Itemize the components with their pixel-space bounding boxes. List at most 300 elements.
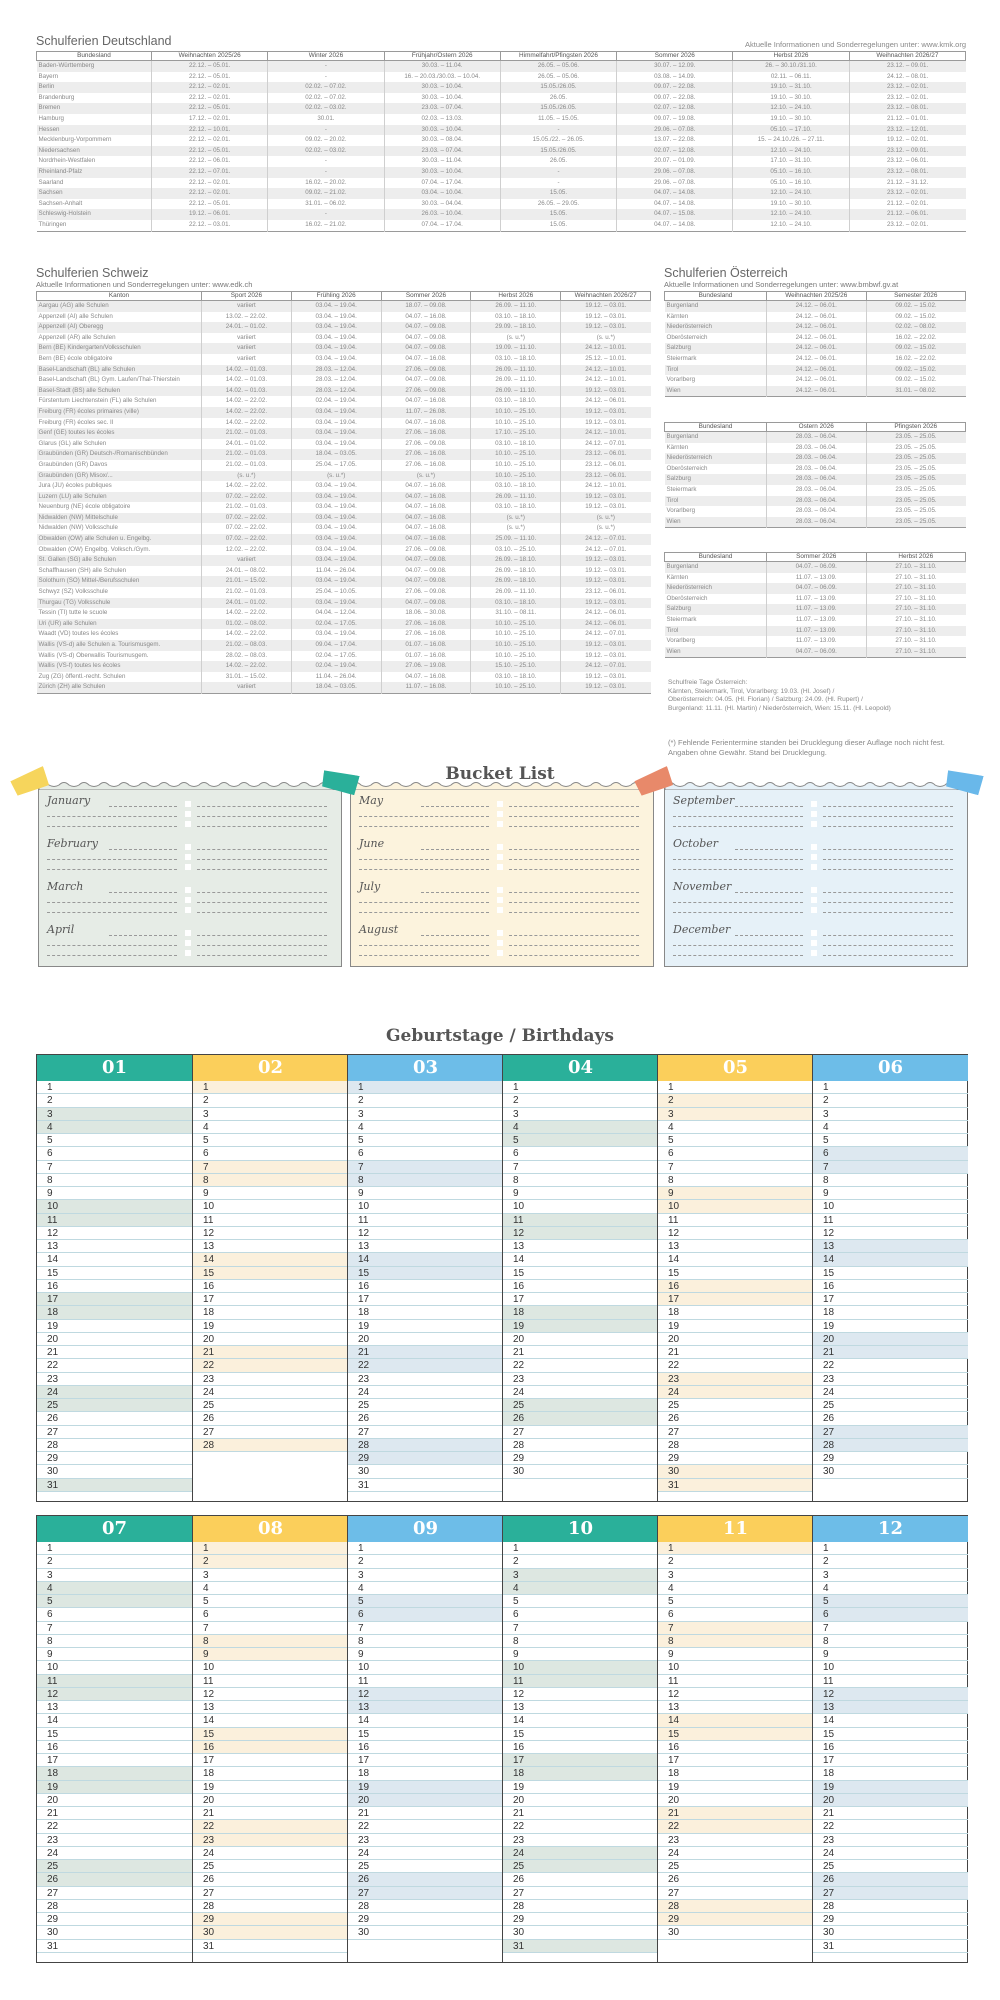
table-row — [37, 439, 651, 450]
day-row: 4 — [813, 1121, 968, 1134]
date-cell: 15.05./22. – 26.05. — [500, 135, 616, 146]
day-row: 18 — [348, 1306, 503, 1319]
day-row: 20 — [37, 1333, 192, 1346]
day-row: 28 — [503, 1900, 658, 1913]
date-cell: 23.12. – 02.01. — [849, 82, 965, 93]
day-row: 4 — [658, 1121, 813, 1134]
date-cell: 19.09. – 11.10. — [471, 343, 561, 354]
date-cell: 03.04. – 19.04. — [291, 343, 381, 354]
date-cell: 30.03. – 04.04. — [384, 199, 500, 210]
date-cell: 04.07. – 06.09. — [767, 647, 867, 658]
day-row: 13 — [348, 1701, 503, 1714]
day-row: 12 — [193, 1688, 348, 1701]
switzerland-table-wrap — [36, 291, 651, 694]
bucket-line — [359, 816, 489, 817]
region-cell: Wien — [665, 386, 767, 397]
date-cell: 22.12. – 05.01. — [152, 146, 268, 157]
date-cell: 29.06. – 07.08. — [617, 178, 733, 189]
date-cell: 16.02. – 22.02. — [866, 333, 966, 344]
date-cell: 19.12. – 03.01. — [561, 682, 651, 693]
date-cell: 05.10. – 16.10. — [733, 178, 849, 189]
date-cell: 12.10. – 24.10. — [733, 146, 849, 157]
day-row: 28 — [37, 1900, 192, 1913]
day-row: 9 — [503, 1648, 658, 1661]
date-cell: 26.09. – 18.10. — [471, 555, 561, 566]
day-row: 11 — [37, 1214, 192, 1227]
day-row: 11 — [658, 1214, 813, 1227]
date-cell: 17.10. – 31.10. — [733, 156, 849, 167]
day-row: 27 — [348, 1426, 503, 1439]
region-cell: Mecklenburg-Vorpommern — [38, 136, 112, 144]
bucket-month-label: December — [673, 923, 731, 936]
date-cell: (s. u.*) — [471, 513, 561, 524]
day-row: 2 — [193, 1555, 348, 1568]
day-row: 26 — [503, 1873, 658, 1886]
date-cell: 24.12. – 06.01. — [767, 386, 867, 397]
day-row: 25 — [503, 1399, 658, 1412]
region-cell: Salzburg — [665, 474, 767, 485]
date-cell: 23.12. – 06.01. — [561, 449, 651, 460]
region-cell: Zürich (ZH) alle Schulen — [37, 682, 202, 693]
date-cell: 02.04. – 19.04. — [291, 661, 381, 672]
region-cell: Wien — [665, 647, 767, 658]
day-row: 21 — [658, 1807, 813, 1820]
day-row: 6 — [193, 1147, 348, 1160]
day-row: 17 — [813, 1293, 968, 1306]
day-row: 12 — [348, 1688, 503, 1701]
table-row — [37, 103, 966, 114]
region-cell: Aargau (AG) alle Schulen — [37, 301, 202, 312]
date-cell: 14.02. – 22.02. — [202, 481, 292, 492]
bucket-checkbox — [497, 821, 503, 827]
day-row: 5 — [37, 1134, 192, 1147]
date-cell: 15.05. — [500, 220, 616, 231]
bucket-line — [197, 849, 327, 850]
day-row: 22 — [193, 1820, 348, 1833]
month-column — [657, 1516, 813, 1962]
region-cell: Burgenland — [665, 432, 767, 443]
date-cell: 14.02. – 22.02. — [202, 396, 292, 407]
day-row: 20 — [193, 1333, 348, 1346]
date-cell: 13.07. – 22.08. — [617, 135, 733, 146]
month-header: 01 — [37, 1055, 192, 1081]
day-row: 19 — [37, 1781, 192, 1794]
day-row: 19 — [658, 1781, 813, 1794]
bucket-line — [47, 912, 177, 913]
region-cell: Nordrhein-Westfalen — [38, 157, 96, 165]
table-row — [37, 156, 966, 167]
region-cell: Vorarlberg — [666, 637, 696, 645]
day-row: 29 — [813, 1452, 968, 1465]
day-row: 21 — [37, 1807, 192, 1820]
date-cell: 23.12. – 06.01. — [561, 587, 651, 598]
date-cell: 03.04. – 19.04. — [291, 502, 381, 513]
day-row: 19 — [503, 1781, 658, 1794]
date-cell: 24.12. – 10.01. — [561, 428, 651, 439]
region-cell: Kärnten — [666, 312, 689, 320]
day-row: 23 — [193, 1373, 348, 1386]
day-row: 21 — [503, 1807, 658, 1820]
date-cell: 09.02. – 15.02. — [866, 343, 966, 354]
bucket-line — [421, 849, 489, 850]
date-cell: 24.12. – 06.01. — [767, 301, 867, 312]
date-cell: 15.05. — [500, 209, 616, 220]
table-row — [665, 375, 966, 386]
date-cell: 03.10. – 18.10. — [471, 396, 561, 407]
day-row: 4 — [193, 1121, 348, 1134]
date-cell: 23.05. – 25.05. — [866, 485, 966, 496]
date-cell: 19.10. – 30.10. — [733, 93, 849, 104]
bucket-checkbox — [811, 907, 817, 913]
day-row: 27 — [658, 1887, 813, 1900]
date-cell: 26.09. – 18.10. — [471, 576, 561, 587]
day-row: 9 — [813, 1187, 968, 1200]
bucket-month-label: October — [673, 837, 719, 850]
day-row: 9 — [193, 1648, 348, 1661]
bucket-checkbox — [811, 940, 817, 946]
date-cell: 23.05. – 25.05. — [866, 443, 966, 454]
day-row: 19 — [503, 1320, 658, 1333]
column-header: Weihnachten 2025/26 — [767, 292, 867, 301]
day-row: 27 — [503, 1887, 658, 1900]
bucket-checkbox — [811, 864, 817, 870]
date-cell: 05.10. – 17.10. — [733, 125, 849, 136]
bucket-month-label: January — [47, 794, 91, 807]
table-row — [37, 82, 966, 93]
bucket-checkbox — [811, 821, 817, 827]
date-cell: 10.10. – 25.10. — [471, 418, 561, 429]
birthdays-grid-jan-jun — [36, 1054, 968, 1502]
date-cell: 19.12. – 03.01. — [561, 598, 651, 609]
date-cell: 03.10. – 18.10. — [471, 354, 561, 365]
date-cell: 09.04. – 17.04. — [291, 640, 381, 651]
date-cell: - — [268, 156, 384, 167]
day-row: 18 — [813, 1306, 968, 1319]
date-cell: 22.12. – 06.01. — [152, 156, 268, 167]
date-cell: (s. u.*) — [561, 333, 651, 344]
region-cell: Appenzell (AR) alle Schulen — [38, 333, 116, 341]
day-row: 3 — [658, 1569, 813, 1582]
day-row: 2 — [348, 1094, 503, 1107]
day-row: 6 — [813, 1608, 968, 1621]
date-cell: 27.06. – 09.08. — [381, 439, 471, 450]
bucket-month-label: February — [47, 837, 98, 850]
table-row — [37, 534, 651, 545]
table-row — [37, 672, 651, 683]
date-cell: 27.06. – 09.08. — [381, 365, 471, 376]
date-cell: 27.10. – 31.10. — [866, 594, 966, 605]
table-row — [37, 178, 966, 189]
month-column — [657, 1055, 813, 1501]
date-cell: 22.12. – 03.01. — [152, 220, 268, 231]
region-cell: Vorarlberg — [666, 507, 696, 515]
date-cell: 02.02. – 03.02. — [268, 103, 384, 114]
date-cell: 03.04. – 19.04. — [291, 428, 381, 439]
day-row: 17 — [348, 1754, 503, 1767]
day-row: 22 — [193, 1359, 348, 1372]
date-cell: 13.02. – 22.02. — [202, 312, 292, 323]
day-row: 17 — [193, 1293, 348, 1306]
date-cell: 03.04. – 19.04. — [291, 439, 381, 450]
date-cell: 11.07. – 13.09. — [767, 615, 867, 626]
day-row: 20 — [503, 1794, 658, 1807]
day-row: 1 — [813, 1081, 968, 1094]
day-row: 29 — [37, 1913, 192, 1926]
date-cell: 09.02. – 15.02. — [866, 312, 966, 323]
day-row: 2 — [37, 1094, 192, 1107]
region-cell: Hessen — [37, 125, 152, 136]
day-row: 30 — [503, 1926, 658, 1939]
month-header: 05 — [658, 1055, 813, 1081]
bucket-line — [359, 859, 489, 860]
date-cell: 26.09. – 11.10. — [471, 301, 561, 312]
day-row: 2 — [658, 1555, 813, 1568]
day-row: 7 — [37, 1622, 192, 1635]
day-row: 14 — [503, 1714, 658, 1727]
table-row — [665, 496, 966, 507]
day-row: 11 — [503, 1214, 658, 1227]
date-cell: 09.02. – 21.02. — [268, 188, 384, 199]
day-row: 5 — [503, 1595, 658, 1608]
bucket-line — [509, 935, 639, 936]
date-cell: 22.12. – 02.01. — [152, 82, 268, 93]
date-cell: 12.02. – 22.02. — [202, 545, 292, 556]
region-cell: Freiburg (FR) écoles primaires (ville) — [37, 407, 202, 418]
table-row — [665, 474, 966, 485]
date-cell: 04.07. – 09.08. — [381, 343, 471, 354]
region-cell: Neuenburg (NE) école obligatoire — [38, 503, 131, 511]
date-cell: 30.03. – 10.04. — [384, 125, 500, 136]
day-row: 16 — [503, 1741, 658, 1754]
date-cell: 14.02. – 01.03. — [202, 386, 292, 397]
bucket-line — [47, 945, 177, 946]
day-row: 13 — [503, 1701, 658, 1714]
day-row: 10 — [503, 1661, 658, 1674]
table-row — [665, 354, 966, 365]
day-row: 27 — [813, 1426, 968, 1439]
day-row: 28 — [503, 1439, 658, 1452]
column-header: Bundesland — [665, 292, 767, 301]
day-row: 11 — [348, 1214, 503, 1227]
date-cell: 22.12. – 07.01. — [152, 167, 268, 178]
date-cell: 02.02. – 07.02. — [268, 82, 384, 93]
date-cell: 26.05. – 29.05. — [500, 199, 616, 210]
date-cell: 02.07. – 12.08. — [617, 103, 733, 114]
bucket-line — [197, 935, 327, 936]
region-cell: Oberösterreich — [666, 594, 708, 602]
table-row — [665, 343, 966, 354]
date-cell: 19.12. – 03.01. — [561, 640, 651, 651]
date-cell: 28.03. – 12.04. — [291, 375, 381, 386]
date-cell: - — [500, 178, 616, 189]
table-row — [37, 333, 651, 344]
date-cell: 19.12. – 03.01. — [561, 672, 651, 683]
day-row: 29 — [658, 1452, 813, 1465]
austria-table-2-wrap — [664, 422, 966, 528]
region-cell: Zug (ZG) öffentl.-recht. Schulen — [38, 672, 126, 680]
day-row: 24 — [193, 1847, 348, 1860]
day-row: 21 — [348, 1807, 503, 1820]
column-header: Herbst 2026 — [733, 52, 849, 61]
day-row: 4 — [813, 1582, 968, 1595]
day-row: 28 — [658, 1900, 813, 1913]
day-row: 10 — [813, 1661, 968, 1674]
day-row: 3 — [503, 1569, 658, 1582]
day-row: 7 — [658, 1161, 813, 1174]
date-cell: 30.01. — [268, 114, 384, 125]
day-row: 2 — [193, 1094, 348, 1107]
day-row: 2 — [503, 1555, 658, 1568]
date-cell: 28.03. – 06.04. — [767, 432, 867, 443]
day-row: 6 — [658, 1147, 813, 1160]
switzerland-header — [36, 266, 651, 289]
day-row: 2 — [503, 1094, 658, 1107]
date-cell: 04.07. – 16.08. — [381, 513, 471, 524]
day-row: 22 — [813, 1359, 968, 1372]
table-row — [37, 146, 966, 157]
bucket-panel — [664, 786, 968, 967]
bucket-line — [823, 902, 953, 903]
month-column — [37, 1055, 192, 1501]
region-cell: Oberösterreich — [666, 464, 708, 472]
bucket-line — [509, 892, 639, 893]
date-cell: 14.02. – 22.02. — [202, 608, 292, 619]
day-row: 19 — [813, 1320, 968, 1333]
day-row: 13 — [813, 1240, 968, 1253]
region-cell: Graubünden (GR) Davos — [38, 460, 108, 468]
bucket-checkbox — [497, 887, 503, 893]
day-row: 30 — [658, 1926, 813, 1939]
day-row: 5 — [658, 1595, 813, 1608]
date-cell: 14.02. – 22.02. — [202, 629, 292, 640]
day-row: 7 — [37, 1161, 192, 1174]
date-cell: 11.04. – 26.04. — [291, 566, 381, 577]
region-cell: Freiburg (FR) écoles sec. II — [38, 418, 114, 426]
date-cell: 30.07. – 12.09. — [617, 61, 733, 72]
date-cell: 04.07. – 15.08. — [617, 209, 733, 220]
date-cell: 23.05. – 25.05. — [866, 517, 966, 528]
day-row: 20 — [658, 1333, 813, 1346]
bucket-line — [509, 806, 639, 807]
austria-header — [664, 266, 966, 289]
day-row: 13 — [193, 1240, 348, 1253]
date-cell: (s. u.*) — [561, 513, 651, 524]
germany-table-wrap — [36, 51, 966, 232]
table-row — [37, 481, 651, 492]
date-cell: 19.12. – 03.01. — [561, 651, 651, 662]
date-cell: 29.06. – 07.08. — [617, 125, 733, 136]
day-row: 27 — [193, 1887, 348, 1900]
table-row — [37, 502, 651, 513]
day-row: 22 — [658, 1820, 813, 1833]
day-row: 16 — [813, 1280, 968, 1293]
month-column — [812, 1055, 968, 1501]
date-cell: 24.12. – 10.01. — [561, 375, 651, 386]
table-row — [37, 386, 651, 397]
date-cell: 24.01. – 08.02. — [202, 566, 292, 577]
day-row: 8 — [503, 1174, 658, 1187]
date-cell: 27.06. – 16.08. — [381, 428, 471, 439]
date-cell: 24.01. – 01.02. — [202, 439, 292, 450]
region-cell: Schwyz (SZ) Volksschule — [38, 588, 108, 596]
day-row: 11 — [503, 1675, 658, 1688]
date-cell: 03.04. – 19.04. — [291, 629, 381, 640]
table-row — [37, 407, 651, 418]
bucket-line — [47, 902, 177, 903]
region-cell: Oberösterreich — [666, 333, 708, 341]
day-row: 8 — [193, 1635, 348, 1648]
day-row: 20 — [813, 1794, 968, 1807]
bucket-line — [509, 859, 639, 860]
day-row: 12 — [658, 1688, 813, 1701]
column-header: Frühling 2026 — [291, 292, 381, 301]
bucket-line — [197, 816, 327, 817]
region-cell: Bremen — [37, 103, 152, 114]
day-row: 15 — [813, 1728, 968, 1741]
day-row: 24 — [348, 1386, 503, 1399]
column-header: Bundesland — [37, 52, 152, 61]
region-cell: Wallis (VS-f) toutes les écoles — [37, 661, 202, 672]
day-row: 19 — [348, 1781, 503, 1794]
date-cell: 16. – 20.03./30.03. – 10.04. — [384, 72, 500, 83]
disclaimer-line: (*) Fehlende Ferientermine standen bei Drucklegung dieser Auflage noch nicht fest. — [668, 738, 945, 747]
date-cell: 12.10. – 24.10. — [733, 103, 849, 114]
bucket-line — [823, 945, 953, 946]
date-cell: 15.10. – 25.10. — [471, 661, 561, 672]
day-row: 21 — [813, 1346, 968, 1359]
date-cell: 31.10. – 08.11. — [471, 608, 561, 619]
day-row: 19 — [658, 1320, 813, 1333]
bucket-line — [197, 955, 327, 956]
table-row — [37, 301, 651, 312]
day-row: 13 — [193, 1701, 348, 1714]
bucket-line — [47, 859, 177, 860]
day-row: 12 — [813, 1227, 968, 1240]
date-cell: 03.10. – 18.10. — [471, 672, 561, 683]
day-row: 1 — [503, 1081, 658, 1094]
table-row — [665, 583, 966, 594]
table-row — [37, 396, 651, 407]
date-cell: 10.10. – 25.10. — [471, 449, 561, 460]
bucket-line — [673, 816, 803, 817]
date-cell: 11.07. – 13.09. — [767, 604, 867, 615]
bucket-line — [509, 902, 639, 903]
table-row — [37, 188, 966, 199]
date-cell: 30.03. – 10.04. — [384, 93, 500, 104]
table-row — [37, 460, 651, 471]
bucket-line — [673, 955, 803, 956]
month-header: 06 — [813, 1055, 968, 1081]
date-cell: 21.02. – 01.03. — [202, 587, 292, 598]
day-row: 23 — [37, 1834, 192, 1847]
day-row: 7 — [503, 1161, 658, 1174]
day-row: 6 — [348, 1608, 503, 1621]
date-cell: 28.03. – 06.04. — [767, 485, 867, 496]
region-cell: Burgenland — [665, 562, 767, 573]
day-row: 17 — [193, 1754, 348, 1767]
region-cell: Burgenland — [665, 301, 767, 312]
bucket-line — [197, 826, 327, 827]
day-row: 8 — [193, 1174, 348, 1187]
date-cell: 04.07. – 14.08. — [617, 199, 733, 210]
date-cell: 30.03. – 11.04. — [384, 156, 500, 167]
day-row: 28 — [813, 1900, 968, 1913]
date-cell: 18.04. – 03.05. — [291, 449, 381, 460]
table-row — [665, 312, 966, 323]
date-cell: variiert — [202, 682, 292, 693]
table-row — [37, 661, 651, 672]
table-row — [665, 443, 966, 454]
